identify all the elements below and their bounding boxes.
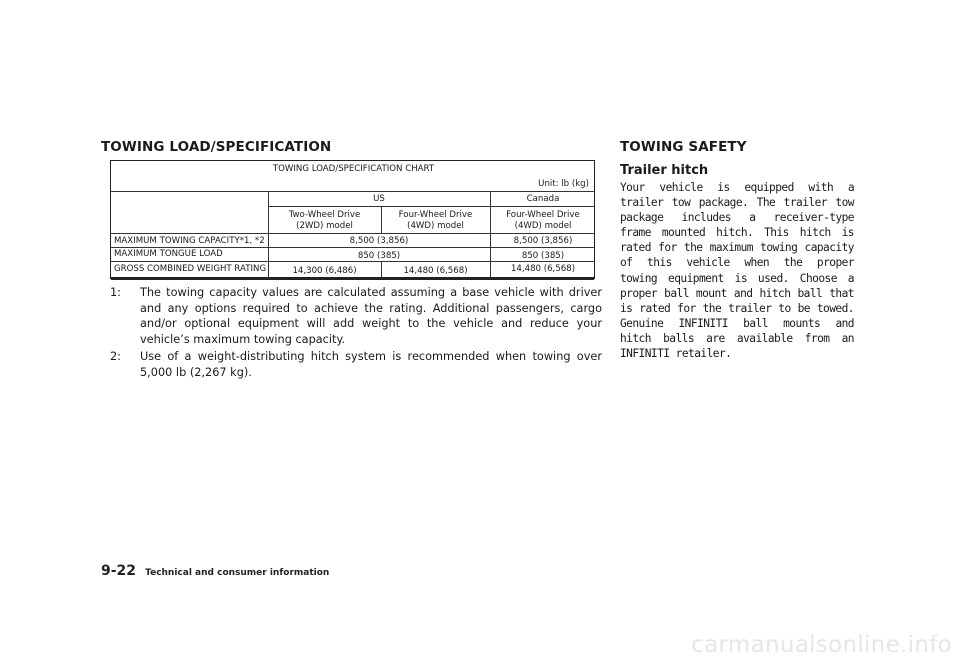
tongue-load-us: 850 (385) bbox=[357, 251, 401, 261]
footnote-text: The towing capacity values are calculated assuming a base vehicle with driver and any options required to achieve the rating. Additional passengers, cargo and/or optional equipment will add weight to the vehicle and reduce your vehicle’s maximum towing capacity. bbox=[140, 286, 602, 346]
footnote-mark: 1: bbox=[110, 286, 121, 299]
footnote-text: Use of a weight-distributing hitch system is recommended when towing over 5,000 lb (2,267 kg). bbox=[140, 350, 602, 379]
chart-bottom-rule bbox=[111, 277, 594, 280]
gcwr-us-2wd: 14,300 (6,486) bbox=[292, 266, 357, 276]
footer-section-name: Technical and consumer information bbox=[145, 568, 330, 578]
grid-line bbox=[268, 206, 594, 207]
trailer-hitch-paragraph: Your vehicle is equipped with a trailer tow package. The trailer tow package includes a receiver-type frame mounted hitch. This hitch is rated for the maximum towing capacity of this vehicle when the proper towing equipment is used. Choose a proper ball mount and hitch ball that is rated for the trailer to be towed. Genuine INFINITI ball mounts and hitch balls are available from an INFINITI retailer. bbox=[620, 181, 854, 361]
grid-line bbox=[111, 233, 594, 234]
region-us: US bbox=[373, 194, 385, 204]
footnotes bbox=[110, 285, 602, 382]
col-canada-4wd: Four-Wheel Drive (4WD) model bbox=[506, 210, 580, 231]
towing-load-heading: TOWING LOAD/SPECIFICATION bbox=[101, 139, 332, 155]
chart-title: TOWING LOAD/SPECIFICATION CHART bbox=[272, 164, 435, 174]
row-label-gcwr: GROSS COMBINED WEIGHT RATING bbox=[114, 264, 267, 274]
watermark: carmanualsonline.info bbox=[691, 632, 952, 658]
footnote-mark: 2: bbox=[110, 350, 121, 363]
region-canada: Canada bbox=[526, 194, 560, 204]
page-footer bbox=[101, 560, 329, 579]
page-number: 9-22 bbox=[101, 563, 137, 579]
tongue-load-canada: 850 (385) bbox=[521, 251, 565, 261]
row-label-max-towing: MAXIMUM TOWING CAPACITY*1, *2 bbox=[114, 236, 265, 246]
chart-unit: Unit: lb (kg) bbox=[538, 179, 589, 189]
col-us-4wd: Four-Wheel Drive (4WD) model bbox=[398, 210, 473, 231]
gcwr-canada: 14,480 (6,568) bbox=[510, 264, 576, 274]
col-us-2wd: Two-Wheel Drive (2WD) model bbox=[288, 210, 361, 231]
max-towing-us: 8,500 (3,856) bbox=[349, 236, 409, 246]
gcwr-us-4wd: 14,480 (6,568) bbox=[403, 266, 468, 276]
row-label-tongue-load: MAXIMUM TONGUE LOAD bbox=[114, 249, 223, 259]
footnote-1 bbox=[110, 285, 602, 347]
grid-line bbox=[111, 247, 594, 248]
trailer-hitch-subheading: Trailer hitch bbox=[620, 163, 709, 178]
towing-spec-chart bbox=[110, 160, 595, 279]
max-towing-canada: 8,500 (3,856) bbox=[513, 236, 573, 246]
footnote-2 bbox=[110, 349, 602, 380]
grid-line bbox=[111, 191, 594, 192]
towing-safety-heading: TOWING SAFETY bbox=[620, 139, 747, 155]
